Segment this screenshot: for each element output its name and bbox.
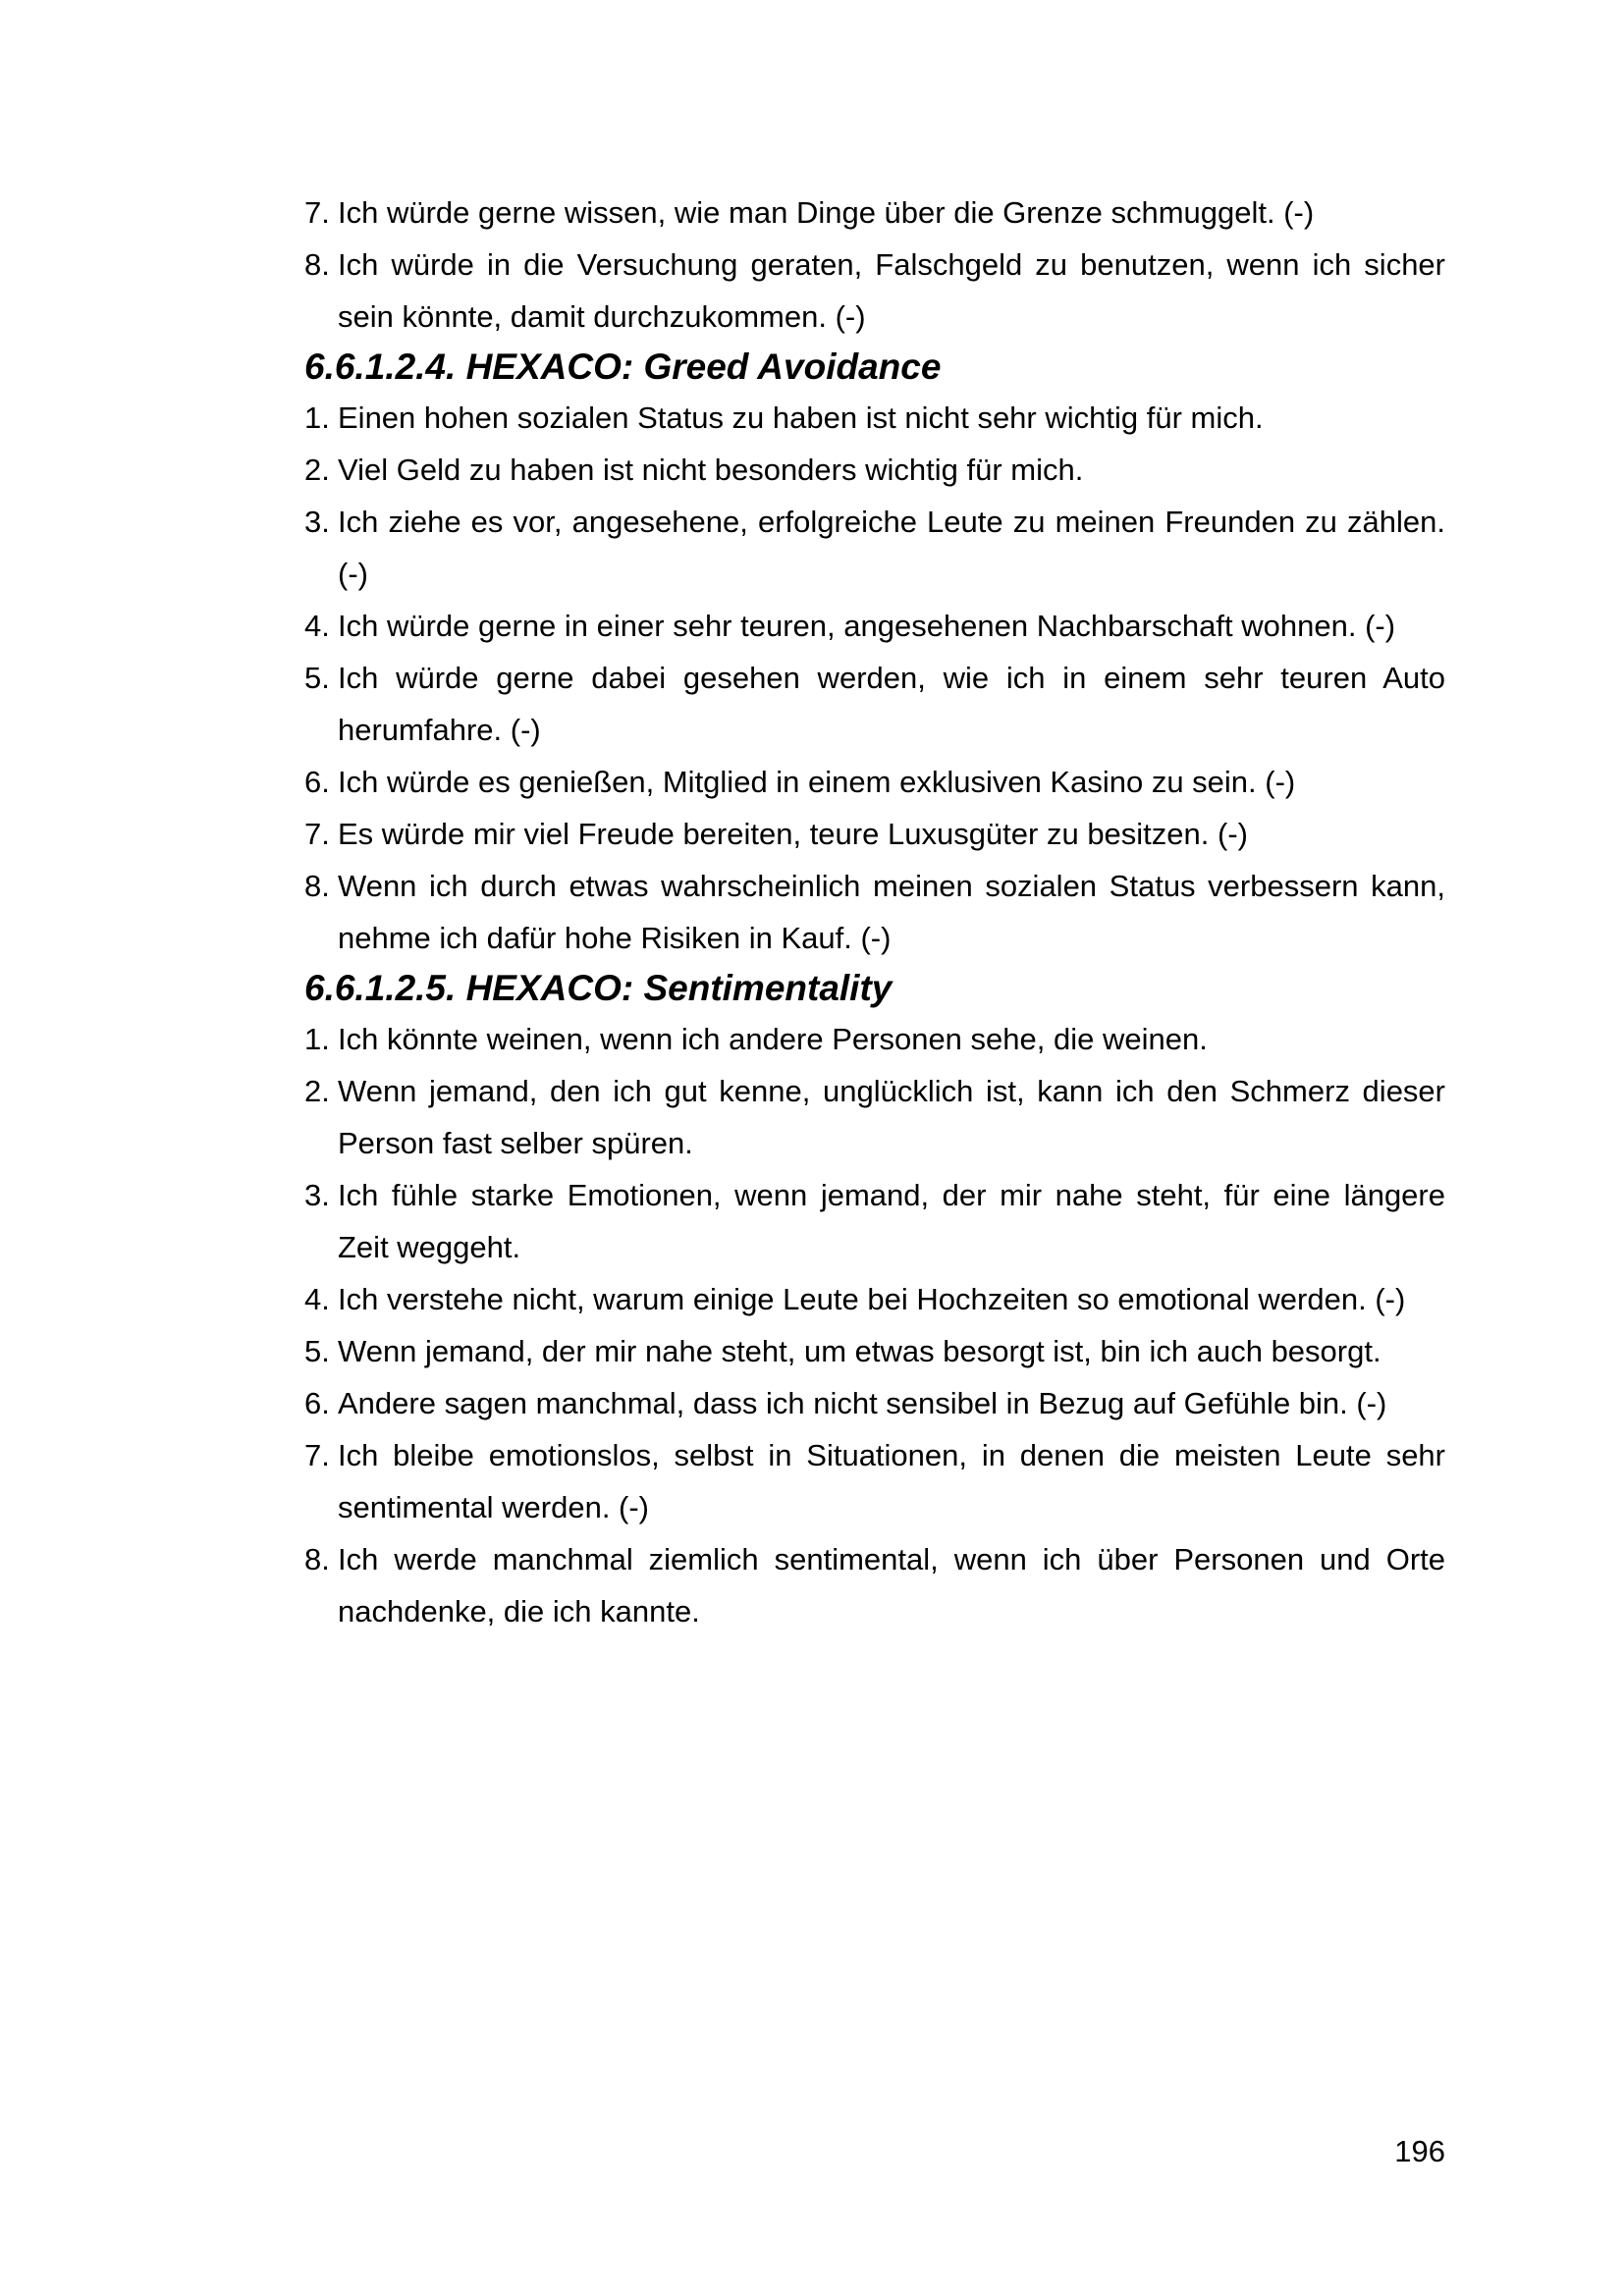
greed-avoidance-item-list: [304, 392, 1445, 964]
item-number: 7.: [304, 1438, 330, 1472]
item-number: 1.: [304, 1022, 330, 1056]
list-item: [304, 1065, 1445, 1169]
item-number: 5.: [304, 1334, 330, 1368]
item-number: 6.: [304, 765, 330, 799]
item-text: Ich bleibe emotionslos, selbst in Situationen, in denen die meisten Leute sehr sentimental werden. (-): [338, 1438, 1445, 1524]
item-number: 4.: [304, 1282, 330, 1316]
document-page: [304, 187, 1445, 1637]
item-text: Viel Geld zu haben ist nicht besonders wichtig für mich.: [338, 453, 1084, 487]
section-heading-greed-avoidance: 6.6.1.2.4. HEXACO: Greed Avoidance: [304, 347, 942, 387]
item-number: 4.: [304, 609, 330, 643]
item-text: Ich würde gerne dabei gesehen werden, wie ich in einem sehr teuren Auto herumfahre. (-): [338, 661, 1445, 747]
list-item: [304, 860, 1445, 964]
item-text: Ich könnte weinen, wenn ich andere Personen sehe, die weinen.: [338, 1022, 1208, 1056]
item-number: 3.: [304, 505, 330, 539]
item-number: 5.: [304, 661, 330, 695]
item-number: 3.: [304, 1178, 330, 1212]
page-number: 196: [1394, 2134, 1445, 2168]
item-text: Ich würde gerne wissen, wie man Dinge über die Grenze schmuggelt. (-): [338, 195, 1315, 230]
item-text: Wenn ich durch etwas wahrscheinlich meinen sozialen Status verbessern kann, nehme ich dafür hohe Risiken in Kauf. (-): [338, 869, 1445, 955]
list-item: [304, 1429, 1445, 1533]
item-number: 2.: [304, 1074, 330, 1108]
list-item: [304, 239, 1445, 343]
section-heading-sentimentality: 6.6.1.2.5. HEXACO: Sentimentality: [304, 968, 893, 1008]
list-item: [304, 1325, 1445, 1377]
item-number: 6.: [304, 1386, 330, 1420]
list-item: [304, 1273, 1445, 1325]
item-text: Ich würde gerne in einer sehr teuren, angesehenen Nachbarschaft wohnen. (-): [338, 609, 1396, 643]
list-item: [304, 444, 1445, 496]
item-number: 2.: [304, 453, 330, 487]
item-text: Ich werde manchmal ziemlich sentimental, wenn ich über Personen und Orte nachdenke, die ich kannte.: [338, 1542, 1445, 1629]
item-number: 8.: [304, 869, 330, 903]
item-number: 1.: [304, 400, 330, 435]
sentimentality-item-list: [304, 1013, 1445, 1637]
item-number: 8.: [304, 1542, 330, 1576]
item-text: Andere sagen manchmal, dass ich nicht sensibel in Bezug auf Gefühle bin. (-): [338, 1386, 1387, 1420]
list-item: [304, 1377, 1445, 1429]
list-item: [304, 392, 1445, 444]
item-text: Ich verstehe nicht, warum einige Leute bei Hochzeiten so emotional werden. (-): [338, 1282, 1406, 1316]
item-text: Ich ziehe es vor, angesehene, erfolgreiche Leute zu meinen Freunden zu zählen. (-): [338, 505, 1445, 591]
item-number: 8.: [304, 247, 330, 282]
list-item: [304, 1013, 1445, 1065]
list-item: [304, 756, 1445, 808]
list-item: [304, 652, 1445, 756]
list-item: [304, 600, 1445, 652]
item-text: Es würde mir viel Freude bereiten, teure Luxusgüter zu besitzen. (-): [338, 817, 1248, 851]
item-text: Ich fühle starke Emotionen, wenn jemand, der mir nahe steht, für eine längere Zeit weggeht.: [338, 1178, 1445, 1264]
item-text: Einen hohen sozialen Status zu haben ist nicht sehr wichtig für mich.: [338, 400, 1264, 435]
item-text: Ich würde in die Versuchung geraten, Falschgeld zu benutzen, wenn ich sicher sein könnte, damit durchzukommen. (-): [338, 247, 1445, 334]
item-text: Wenn jemand, der mir nahe steht, um etwas besorgt ist, bin ich auch besorgt.: [338, 1334, 1381, 1368]
item-number: 7.: [304, 817, 330, 851]
item-text: Wenn jemand, den ich gut kenne, unglücklich ist, kann ich den Schmerz dieser Person fast selber spüren.: [338, 1074, 1445, 1160]
list-item: [304, 187, 1445, 239]
item-text: Ich würde es genießen, Mitglied in einem exklusiven Kasino zu sein. (-): [338, 765, 1296, 799]
list-item: [304, 1533, 1445, 1637]
list-item: [304, 808, 1445, 860]
continued-item-list: [304, 187, 1445, 343]
item-number: 7.: [304, 195, 330, 230]
list-item: [304, 496, 1445, 600]
list-item: [304, 1169, 1445, 1273]
